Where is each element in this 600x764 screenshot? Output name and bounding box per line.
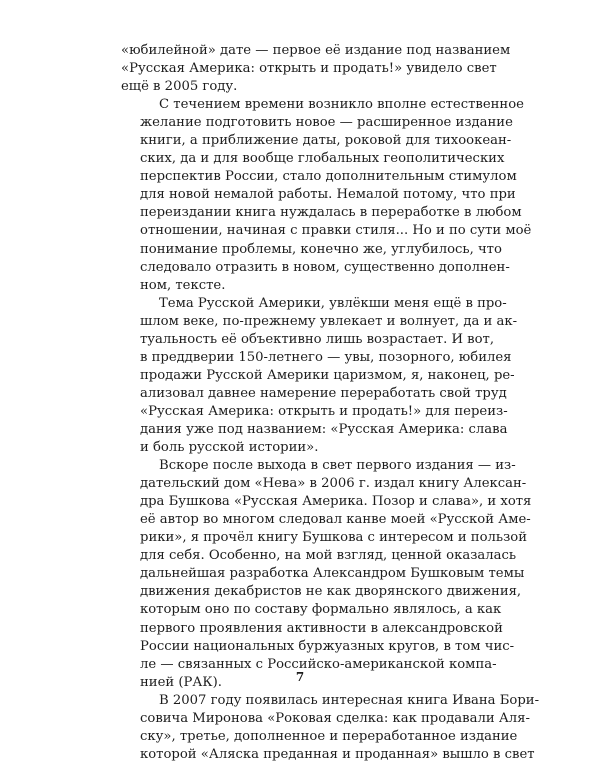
text-line: которым оно по составу формально являлось, а как: [140, 602, 502, 618]
text-line: понимание проблемы, конечно же, углубилось, что: [140, 241, 502, 257]
paragraph-2: [121, 96, 532, 295]
text-line: шлом веке, по-прежнему увлекает и волнует, да и ак-: [140, 313, 518, 329]
text-line: дания уже под названием: «Русская Америка: слава: [140, 421, 508, 437]
text-line: ном, тексте.: [140, 277, 226, 293]
text-line: и боль русской истории».: [140, 440, 319, 456]
text-line: «юбилейной» дате — первое её издание под названием: [121, 43, 511, 58]
paragraph-1: [121, 42, 511, 96]
text-line: Тема Русской Америки, увлёкши меня ещё в про-: [159, 295, 507, 311]
text-line: первого проявления активности в александровской: [140, 620, 503, 636]
text-line: России национальных буржуазных кругов, в том чис-: [140, 638, 515, 654]
text-line: С течением времени возникло вполне естественное: [159, 97, 524, 113]
page-number: 7: [295, 670, 305, 684]
text-line: следовало отразить в новом, существенно дополнен-: [140, 259, 510, 275]
paragraph-3: [121, 295, 518, 457]
text-line: совича Миронова «Роковая сделка: как продавали Аля-: [140, 710, 530, 726]
text-line: её автор во многом следовал канве моей «Русской Аме-: [140, 512, 531, 528]
text-line: ле — связанных с Российско-американской компа-: [140, 656, 497, 672]
text-line: ских, да и для вообще глобальных геополитических: [140, 151, 505, 167]
text-line: «Русская Америка: открыть и продать!» увидело свет: [121, 61, 497, 77]
text-line: дра Бушкова «Русская Америка. Позор и слава», и хотя: [140, 494, 532, 510]
text-line: ску», третье, дополненное и переработанное издание: [140, 728, 518, 744]
text-line: ещё в 2005 году.: [121, 79, 238, 95]
text-line: переиздании книга нуждалась в переработке в любом: [140, 205, 522, 221]
text-line: для новой немалой работы. Немалой потому, что при: [140, 187, 516, 203]
text-line: продажи Русской Америки царизмом, я, наконец, ре-: [140, 367, 515, 383]
text-line: отношении, начиная с правки стиля... Но и по сути моё: [140, 223, 532, 239]
text-line: книги, а приближение даты, роковой для тихоокеан-: [140, 133, 512, 149]
text-line: рики», я прочёл книгу Бушкова с интересом и пользой: [140, 530, 528, 546]
text-line: нией (РАК).: [140, 674, 222, 690]
paragraph-5: [121, 692, 540, 764]
text-line: В 2007 году появилась интересная книга Ивана Бори-: [159, 692, 540, 708]
text-line: дательский дом «Нева» в 2006 г. издал книгу Алексан-: [140, 476, 527, 492]
text-line: перспектив России, стало дополнительным стимулом: [140, 169, 517, 185]
text-line: ализовал давнее намерение переработать свой труд: [140, 385, 507, 401]
text-line: Вскоре после выхода в свет первого издания — из-: [159, 458, 516, 474]
text-line: желание подготовить новое — расширенное издание: [140, 115, 513, 131]
text-line: «Русская Америка: открыть и продать!» для переиз-: [140, 403, 508, 419]
text-line: движения декабристов не как дворянского движения,: [140, 584, 522, 600]
text-line: туальность её объективно лишь возрастает. И вот,: [140, 331, 495, 347]
text-line: для себя. Особенно, на мой взгляд, ценной оказалась: [140, 548, 517, 564]
text-line: дальнейшая разработка Александром Бушковым темы: [140, 566, 525, 582]
text-line: в преддверии 150-летнего — увы, позорного, юбилея: [140, 349, 512, 365]
body-text: [121, 42, 540, 764]
paragraph-4: [121, 457, 532, 692]
text-line: которой «Аляска преданная и проданная» вышло в свет: [140, 746, 535, 762]
